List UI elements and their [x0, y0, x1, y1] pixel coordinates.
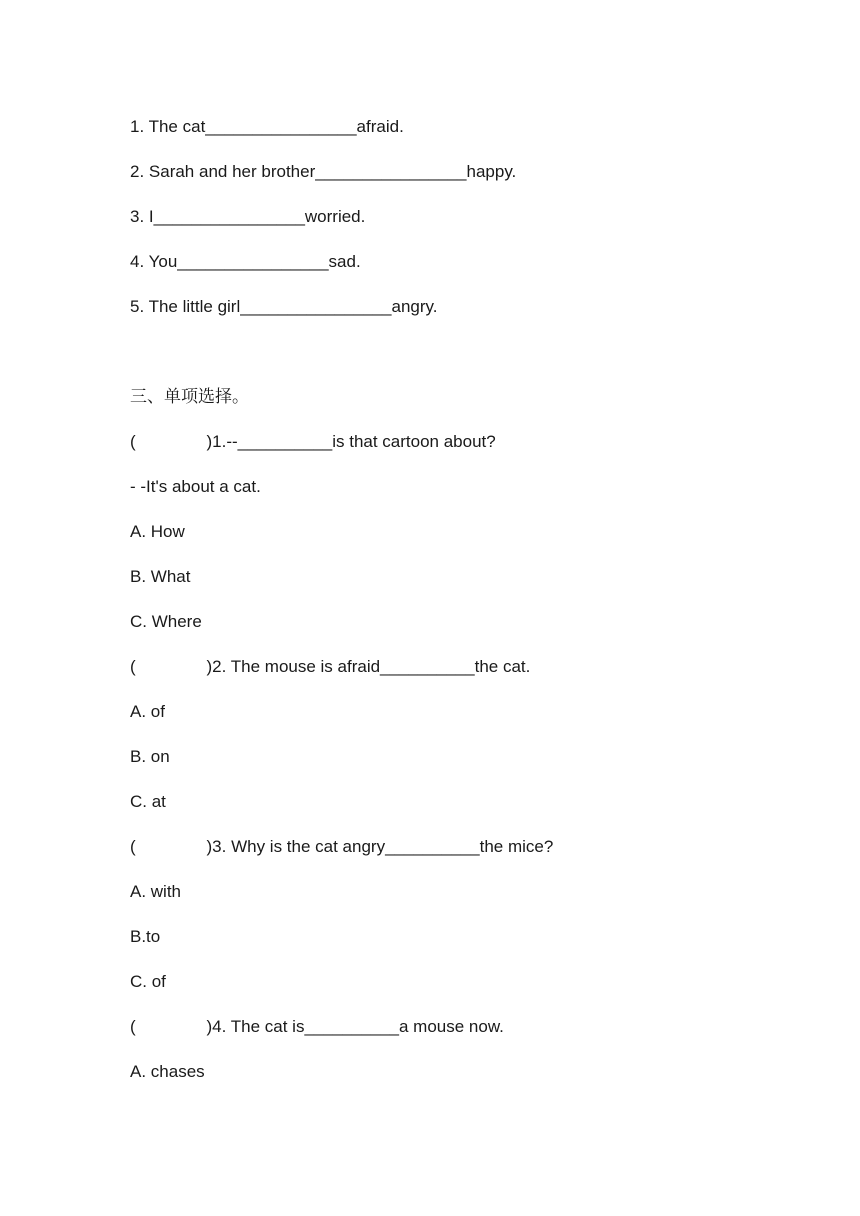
fill-blank-item-1: 1. The cat________________afraid.	[130, 117, 404, 136]
option-line: B. What	[130, 567, 191, 586]
option-line: B. on	[130, 747, 170, 766]
fill-blank-item-3: 3. I________________worried.	[130, 207, 366, 226]
option-line: C. of	[130, 972, 166, 991]
question-1-answer-line: - -It's about a cat.	[130, 477, 261, 496]
option-line: A. How	[130, 522, 185, 541]
fill-blank-item-5: 5. The little girl________________angry.	[130, 297, 438, 316]
option-line: A. with	[130, 882, 182, 901]
question-4: ( )4. The cat is__________a mouse now.	[130, 1017, 504, 1036]
option-line: A. chases	[130, 1062, 205, 1081]
option-line: A. of	[130, 702, 165, 721]
option-line: C. Where	[130, 612, 202, 631]
question-3: ( )3. Why is the cat angry__________the mice?	[130, 837, 554, 856]
option-line: B.to	[130, 927, 161, 946]
option-line: C. at	[130, 792, 166, 811]
fill-blank-item-4: 4. You________________sad.	[130, 252, 361, 271]
question-2: ( )2. The mouse is afraid__________the cat.	[130, 657, 531, 676]
fill-blank-item-2: 2. Sarah and her brother________________happy.	[130, 162, 517, 181]
section-heading: 三、单项选择。	[130, 387, 249, 407]
question-1: ( )1.--__________is that cartoon about?	[130, 432, 496, 451]
